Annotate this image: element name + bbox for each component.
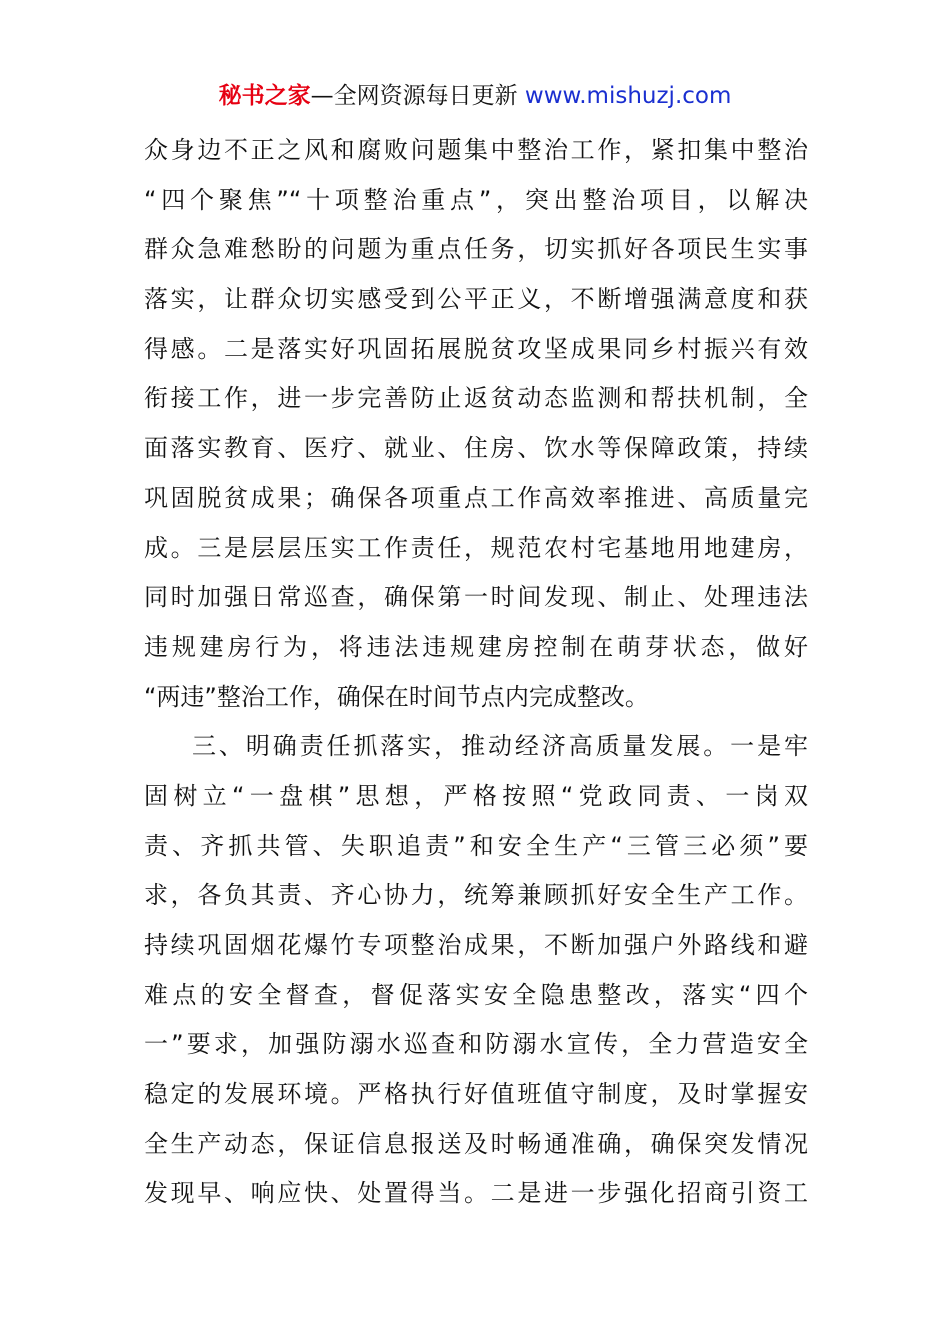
text-line: 稳定的发展环境。严格执行好值班值守制度，及时掌握安 [144, 1080, 808, 1109]
text-line: 固树立“一盘棋”思想，严格按照“党政同责、一岗双 [144, 781, 808, 810]
text-line: 一”要求，加强防溺水巡查和防溺水宣传，全力营造安全 [144, 1030, 808, 1059]
paragraph-end-line: “两违”整治工作，确保在时间节点内完成整改。 [144, 682, 649, 711]
text-line: 发现早、响应快、处置得当。二是进一步强化招商引资工 [144, 1179, 808, 1208]
text-line: 群众急难愁盼的问题为重点任务，切实抓好各项民生实事 [144, 235, 808, 264]
text-line: 巩固脱贫成果；确保各项重点工作高效率推进、高质量完 [144, 483, 808, 512]
text-line: 落实，让群众切实感受到公平正义，不断增强满意度和获 [144, 285, 808, 314]
text-line: 全生产动态，保证信息报送及时畅通准确，确保突发情况 [144, 1129, 808, 1158]
text-line: 违规建房行为，将违法违规建房控制在萌芽状态，做好 [144, 632, 808, 661]
paragraph-start-line: 三、明确责任抓落实，推动经济高质量发展。一是牢 [192, 732, 808, 761]
text-line: “四个聚焦”“十项整治重点”，突出整治项目，以解决 [144, 185, 808, 214]
site-banner [0, 78, 950, 114]
text-line: 众身边不正之风和腐败问题集中整治工作，紧扣集中整治 [144, 136, 808, 164]
text-line: 求，各负其责、齐心协力，统筹兼顾抓好安全生产工作。 [144, 881, 808, 910]
banner-tagline: —全网资源每日更新 [310, 83, 525, 109]
brand-name: 秘书之家 [218, 83, 311, 109]
text-line: 衔接工作，进一步完善防止返贫动态监测和帮扶机制，全 [144, 384, 808, 413]
site-url-link[interactable]: www.mishuzj.com [524, 83, 732, 109]
text-line: 难点的安全督查，督促落实安全隐患整改，落实“四个 [144, 980, 808, 1009]
text-line: 持续巩固烟花爆竹专项整治成果，不断加强户外路线和避 [144, 931, 808, 959]
text-line: 面落实教育、医疗、就业、住房、饮水等保障政策，持续 [144, 434, 808, 463]
text-line: 得感。二是落实好巩固拓展脱贫攻坚成果同乡村振兴有效 [144, 334, 808, 363]
document-body [144, 126, 808, 1219]
text-line: 成。三是层层压实工作责任，规范农村宅基地用地建房， [144, 533, 808, 562]
text-line: 责、齐抓共管、失职追责”和安全生产“三管三必须”要 [144, 831, 808, 860]
text-line: 同时加强日常巡查，确保第一时间发现、制止、处理违法 [144, 583, 808, 612]
